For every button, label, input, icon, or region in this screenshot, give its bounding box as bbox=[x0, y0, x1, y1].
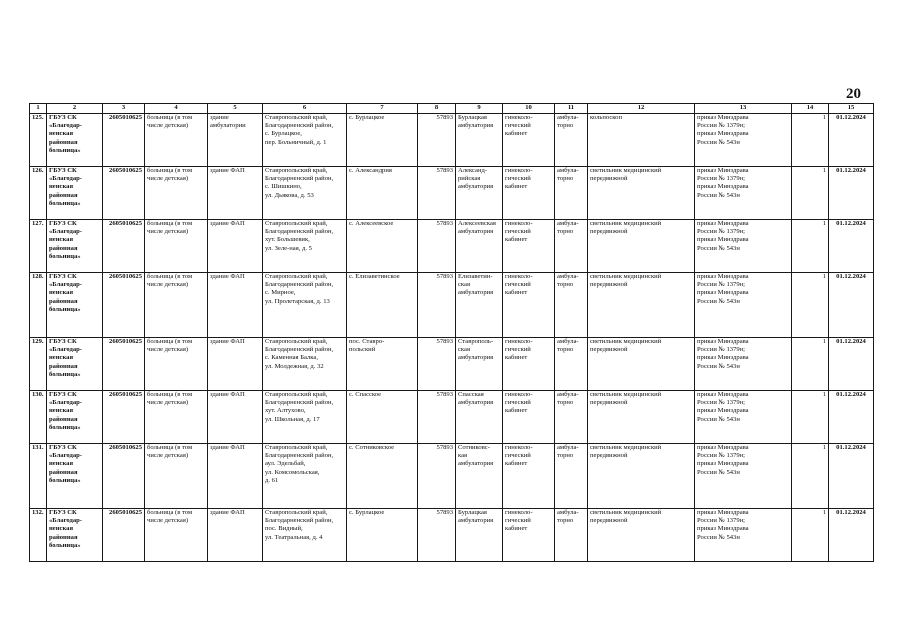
organization-cell: ГБУЗ СК «Благодар- ненская районная больница» bbox=[47, 273, 103, 338]
facility-type-cell: больница (в том числе детская) bbox=[145, 444, 208, 509]
row-number-cell: 126. bbox=[30, 167, 47, 220]
table-row bbox=[30, 391, 874, 444]
code-cell: 57893 bbox=[418, 273, 456, 338]
care-type-cell: амбула- торно bbox=[555, 167, 588, 220]
table-row bbox=[30, 114, 874, 167]
facility-type-cell: больница (в том числе детская) bbox=[145, 273, 208, 338]
code-cell: 57893 bbox=[418, 338, 456, 391]
column-number-row bbox=[30, 104, 874, 114]
inn-cell: 2605010625 bbox=[103, 338, 145, 391]
care-type-cell: амбула- торно bbox=[555, 220, 588, 273]
column-header: 4 bbox=[145, 104, 208, 114]
organization-cell: ГБУЗ СК «Благодар- ненская районная больница» bbox=[47, 391, 103, 444]
facility-type-cell: больница (в том числе детская) bbox=[145, 114, 208, 167]
quantity-cell: 1 bbox=[792, 444, 829, 509]
date-cell: 01.12.2024 bbox=[829, 391, 874, 444]
quantity-cell: 1 bbox=[792, 509, 829, 562]
care-type-cell: амбула- торно bbox=[555, 391, 588, 444]
table-row bbox=[30, 220, 874, 273]
quantity-cell: 1 bbox=[792, 273, 829, 338]
building-cell: здание ФАП bbox=[208, 444, 263, 509]
equipment-cell: светильник медицинский передвижной bbox=[588, 444, 695, 509]
address-cell: Ставропольский край, Благодарненский район, с. Мирное, ул. Пролетарская, д. 13 bbox=[263, 273, 347, 338]
table-row bbox=[30, 273, 874, 338]
room-cell: гинеколо- гический кабинет bbox=[503, 167, 555, 220]
order-cell: приказ Минздрава России № 1379н; приказ Минздрава России № 543н bbox=[695, 114, 792, 167]
column-header: 3 bbox=[103, 104, 145, 114]
organization-cell: ГБУЗ СК «Благодар- ненская районная больница» bbox=[47, 114, 103, 167]
facility-type-cell: больница (в том числе детская) bbox=[145, 220, 208, 273]
locality-cell: пос. Ставро- польский bbox=[347, 338, 418, 391]
table-row bbox=[30, 444, 874, 509]
address-cell: Ставропольский край, Благодарненский район, с. Каменная Балка, ул. Молдежная, д. 32 bbox=[263, 338, 347, 391]
row-number-cell: 125. bbox=[30, 114, 47, 167]
quantity-cell: 1 bbox=[792, 114, 829, 167]
locality-cell: с. Сотниковское bbox=[347, 444, 418, 509]
facility-type-cell: больница (в том числе детская) bbox=[145, 509, 208, 562]
room-cell: гинеколо- гический кабинет bbox=[503, 220, 555, 273]
unit-cell: Бурлацкая амбулатория bbox=[456, 114, 503, 167]
building-cell: здание ФАП bbox=[208, 391, 263, 444]
inn-cell: 2605010625 bbox=[103, 273, 145, 338]
row-number-cell: 129. bbox=[30, 338, 47, 391]
quantity-cell: 1 bbox=[792, 391, 829, 444]
care-type-cell: амбула- торно bbox=[555, 273, 588, 338]
date-cell: 01.12.2024 bbox=[829, 338, 874, 391]
equipment-cell: светильник медицинский передвижной bbox=[588, 220, 695, 273]
building-cell: здание ФАП bbox=[208, 509, 263, 562]
order-cell: приказ Минздрава России № 1379н; приказ Минздрава России № 543н bbox=[695, 444, 792, 509]
column-header: 12 bbox=[588, 104, 695, 114]
column-header: 13 bbox=[695, 104, 792, 114]
building-cell: здание ФАП bbox=[208, 167, 263, 220]
locality-cell: с. Бурлацкое bbox=[347, 509, 418, 562]
column-header: 2 bbox=[47, 104, 103, 114]
equipment-cell: кольпоскоп bbox=[588, 114, 695, 167]
date-cell: 01.12.2024 bbox=[829, 167, 874, 220]
code-cell: 57893 bbox=[418, 509, 456, 562]
equipment-cell: светильник медицинский передвижной bbox=[588, 509, 695, 562]
column-header: 7 bbox=[347, 104, 418, 114]
code-cell: 57893 bbox=[418, 167, 456, 220]
organization-cell: ГБУЗ СК «Благодар- ненская районная больница» bbox=[47, 220, 103, 273]
unit-cell: Алексеевская амбулатория bbox=[456, 220, 503, 273]
column-header: 5 bbox=[208, 104, 263, 114]
table-row bbox=[30, 338, 874, 391]
date-cell: 01.12.2024 bbox=[829, 444, 874, 509]
code-cell: 57893 bbox=[418, 391, 456, 444]
equipment-registry-table bbox=[29, 103, 874, 562]
order-cell: приказ Минздрава России № 1379н; приказ Минздрава России № 543н bbox=[695, 509, 792, 562]
date-cell: 01.12.2024 bbox=[829, 273, 874, 338]
unit-cell: Бурлацкая амбулатория bbox=[456, 509, 503, 562]
inn-cell: 2605010625 bbox=[103, 391, 145, 444]
column-header: 15 bbox=[829, 104, 874, 114]
date-cell: 01.12.2024 bbox=[829, 114, 874, 167]
quantity-cell: 1 bbox=[792, 338, 829, 391]
equipment-cell: светильник медицинский передвижной bbox=[588, 391, 695, 444]
unit-cell: Елизаветин- ская амбулатория bbox=[456, 273, 503, 338]
address-cell: Ставропольский край, Благодарненский район, хут. Алтухово, ул. Школьная, д. 17 bbox=[263, 391, 347, 444]
organization-cell: ГБУЗ СК «Благодар- ненская районная больница» bbox=[47, 338, 103, 391]
date-cell: 01.12.2024 bbox=[829, 220, 874, 273]
code-cell: 57893 bbox=[418, 444, 456, 509]
organization-cell: ГБУЗ СК «Благодар- ненская районная больница» bbox=[47, 509, 103, 562]
order-cell: приказ Минздрава России № 1379н; приказ Минздрава России № 543н bbox=[695, 391, 792, 444]
row-number-cell: 127. bbox=[30, 220, 47, 273]
facility-type-cell: больница (в том числе детская) bbox=[145, 167, 208, 220]
table-row bbox=[30, 509, 874, 562]
quantity-cell: 1 bbox=[792, 220, 829, 273]
building-cell: здание амбулатории bbox=[208, 114, 263, 167]
room-cell: гинеколо- гический кабинет bbox=[503, 444, 555, 509]
care-type-cell: амбула- торно bbox=[555, 509, 588, 562]
order-cell: приказ Минздрава России № 1379н; приказ Минздрава России № 543н bbox=[695, 338, 792, 391]
room-cell: гинеколо- гический кабинет bbox=[503, 509, 555, 562]
row-number-cell: 128. bbox=[30, 273, 47, 338]
facility-type-cell: больница (в том числе детская) bbox=[145, 391, 208, 444]
column-header: 10 bbox=[503, 104, 555, 114]
address-cell: Ставропольский край, Благодарненский район, аул. Эдельбай, ул. Комсомольская, д. 61 bbox=[263, 444, 347, 509]
column-header: 11 bbox=[555, 104, 588, 114]
equipment-cell: светильник медицинский передвижной bbox=[588, 273, 695, 338]
order-cell: приказ Минздрава России № 1379н; приказ Минздрава России № 543н bbox=[695, 273, 792, 338]
quantity-cell: 1 bbox=[792, 167, 829, 220]
building-cell: здание ФАП bbox=[208, 273, 263, 338]
address-cell: Ставропольский край, Благодарненский район, с. Шишкино, ул. Дьякова, д. 53 bbox=[263, 167, 347, 220]
code-cell: 57893 bbox=[418, 220, 456, 273]
row-number-cell: 130. bbox=[30, 391, 47, 444]
order-cell: приказ Минздрава России № 1379н; приказ Минздрава России № 543н bbox=[695, 167, 792, 220]
room-cell: гинеколо- гический кабинет bbox=[503, 391, 555, 444]
care-type-cell: амбула- торно bbox=[555, 114, 588, 167]
equipment-cell: светильник медицинский передвижной bbox=[588, 338, 695, 391]
room-cell: гинеколо- гический кабинет bbox=[503, 273, 555, 338]
inn-cell: 2605010625 bbox=[103, 509, 145, 562]
room-cell: гинеколо- гический кабинет bbox=[503, 338, 555, 391]
row-number-cell: 131. bbox=[30, 444, 47, 509]
facility-type-cell: больница (в том числе детская) bbox=[145, 338, 208, 391]
inn-cell: 2605010625 bbox=[103, 220, 145, 273]
unit-cell: Ставрополь- ская амбулатория bbox=[456, 338, 503, 391]
building-cell: здание ФАП bbox=[208, 220, 263, 273]
inn-cell: 2605010625 bbox=[103, 167, 145, 220]
organization-cell: ГБУЗ СК «Благодар- ненская районная больница» bbox=[47, 444, 103, 509]
inn-cell: 2605010625 bbox=[103, 114, 145, 167]
code-cell: 57893 bbox=[418, 114, 456, 167]
order-cell: приказ Минздрава России № 1379н; приказ Минздрава России № 543н bbox=[695, 220, 792, 273]
table-row bbox=[30, 167, 874, 220]
locality-cell: с. Бурлацкое bbox=[347, 114, 418, 167]
address-cell: Ставропольский край, Благодарненский район, пос. Видный, ул. Театральная, д. 4 bbox=[263, 509, 347, 562]
locality-cell: с. Елизаветинское bbox=[347, 273, 418, 338]
building-cell: здание ФАП bbox=[208, 338, 263, 391]
column-header: 14 bbox=[792, 104, 829, 114]
organization-cell: ГБУЗ СК «Благодар- ненская районная больница» bbox=[47, 167, 103, 220]
column-header: 9 bbox=[456, 104, 503, 114]
unit-cell: Сотниковс- кая амбулатория bbox=[456, 444, 503, 509]
locality-cell: с. Спасское bbox=[347, 391, 418, 444]
row-number-cell: 132. bbox=[30, 509, 47, 562]
locality-cell: с. Александрия bbox=[347, 167, 418, 220]
address-cell: Ставропольский край, Благодарненский район, с. Бурлацкое, пер. Больничный, д. 1 bbox=[263, 114, 347, 167]
unit-cell: Александ- рийская амбулатория bbox=[456, 167, 503, 220]
address-cell: Ставропольский край, Благодарненский район, хут. Большевик, ул. Зеле-ная, д. 5 bbox=[263, 220, 347, 273]
page-number: 20 bbox=[846, 86, 861, 102]
equipment-cell: светильник медицинский передвижной bbox=[588, 167, 695, 220]
registry-body bbox=[30, 114, 874, 562]
inn-cell: 2605010625 bbox=[103, 444, 145, 509]
unit-cell: Спасская амбулатория bbox=[456, 391, 503, 444]
locality-cell: с. Алексеевское bbox=[347, 220, 418, 273]
column-header: 6 bbox=[263, 104, 347, 114]
care-type-cell: амбула- торно bbox=[555, 338, 588, 391]
date-cell: 01.12.2024 bbox=[829, 509, 874, 562]
room-cell: гинеколо- гический кабинет bbox=[503, 114, 555, 167]
column-header: 1 bbox=[30, 104, 47, 114]
care-type-cell: амбула- торно bbox=[555, 444, 588, 509]
column-header: 8 bbox=[418, 104, 456, 114]
